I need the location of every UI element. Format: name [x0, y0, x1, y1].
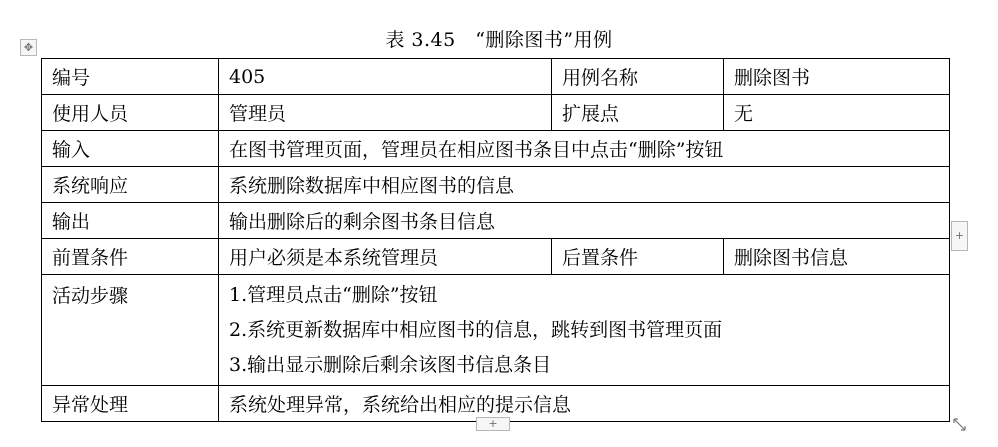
- label-precondition[interactable]: 前置条件: [42, 239, 219, 275]
- value-input[interactable]: 在图书管理页面，管理员在相应图书条目中点击“删除”按钮: [219, 131, 950, 167]
- value-steps[interactable]: [219, 275, 950, 386]
- value-user[interactable]: 管理员: [219, 95, 552, 131]
- label-number[interactable]: 编号: [42, 59, 219, 95]
- step-item: 3.输出显示删除后剩余该图书信息条目: [229, 353, 552, 376]
- move-arrows-icon: ✥: [23, 41, 34, 54]
- label-exception[interactable]: 异常处理: [42, 386, 219, 422]
- value-exception[interactable]: 系统处理异常，系统给出相应的提示信息: [219, 386, 950, 422]
- value-precondition[interactable]: 用户必须是本系统管理员: [219, 239, 552, 275]
- use-case-table: [41, 58, 950, 422]
- value-number[interactable]: 405: [219, 59, 552, 95]
- table-row: [42, 59, 950, 95]
- label-postcondition[interactable]: 后置条件: [552, 239, 724, 275]
- table-row: [42, 275, 950, 386]
- step-item: 2.系统更新数据库中相应图书的信息，跳转到图书管理页面: [229, 318, 723, 341]
- add-column-button[interactable]: [951, 221, 968, 251]
- step-item: 1.管理员点击“删除”按钮: [229, 283, 438, 306]
- resize-diagonal-icon: [951, 416, 968, 433]
- table-resize-handle[interactable]: [951, 416, 968, 433]
- table-row: [42, 203, 950, 239]
- label-user[interactable]: 使用人员: [42, 95, 219, 131]
- table-caption: 表 3.45 “删除图书”用例: [385, 29, 613, 51]
- value-output[interactable]: 输出删除后的剩余图书条目信息: [219, 203, 950, 239]
- plus-icon: +: [488, 417, 498, 430]
- value-extension-point[interactable]: 无: [724, 95, 950, 131]
- table-row: [42, 95, 950, 131]
- table-row: [42, 239, 950, 275]
- table-row: [42, 131, 950, 167]
- plus-icon: +: [954, 229, 965, 242]
- value-postcondition[interactable]: 删除图书信息: [724, 239, 950, 275]
- label-output[interactable]: 输出: [42, 203, 219, 239]
- label-steps[interactable]: [42, 275, 219, 386]
- label-extension-point[interactable]: 扩展点: [552, 95, 724, 131]
- add-row-button[interactable]: [476, 417, 510, 431]
- label-response[interactable]: 系统响应: [42, 167, 219, 203]
- value-response[interactable]: 系统删除数据库中相应图书的信息: [219, 167, 950, 203]
- value-usecase-name[interactable]: 删除图书: [724, 59, 950, 95]
- label-input[interactable]: 输入: [42, 131, 219, 167]
- label-usecase-name[interactable]: 用例名称: [552, 59, 724, 95]
- steps-label-text: 活动步骤: [52, 285, 129, 307]
- table-move-handle[interactable]: [20, 39, 37, 56]
- table-row: [42, 167, 950, 203]
